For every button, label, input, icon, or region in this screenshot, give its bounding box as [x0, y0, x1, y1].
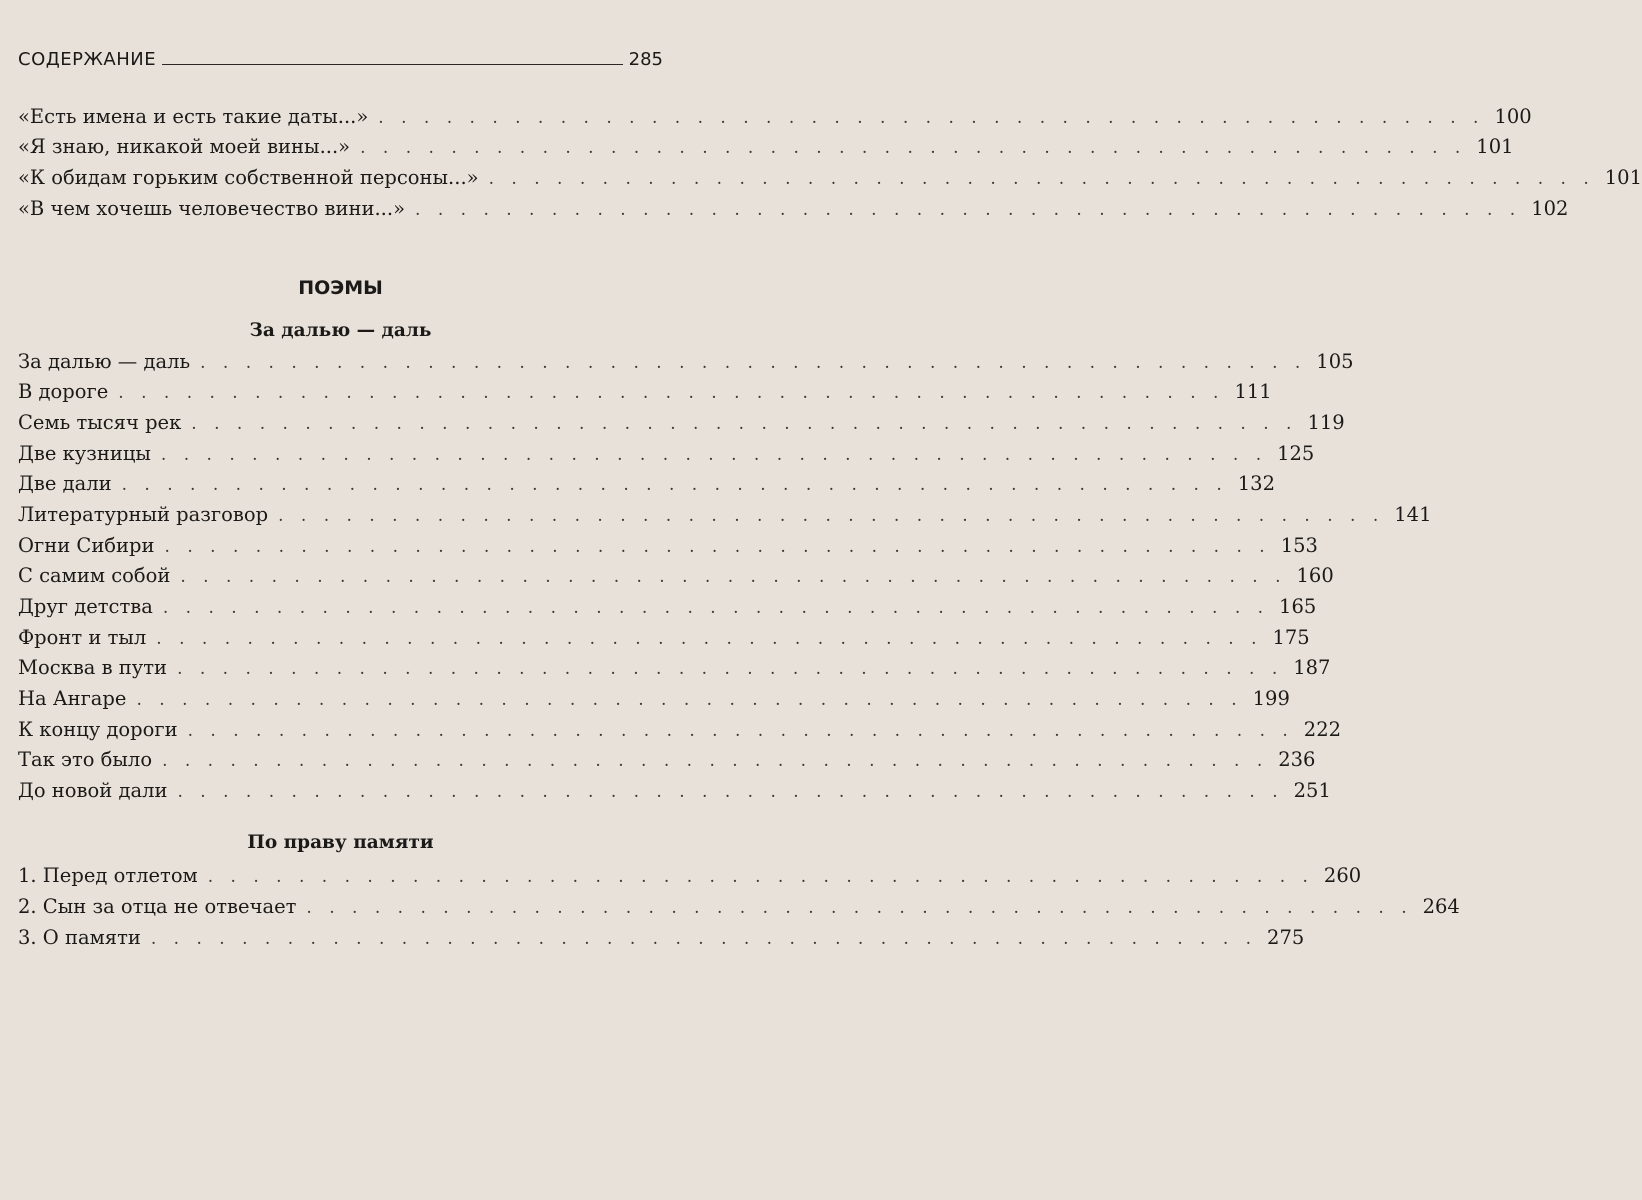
toc-entry-title: Фронт и тыл: [18, 626, 147, 649]
dot-leader: . . . . . . . . . . . . . . . . . . . . . . . . . . . . . . . . . . . . . . . . . . . . . . . . .: [164, 537, 1271, 557]
toc-page: [18, 0, 1642, 1200]
toc-entry-page: 187: [1293, 656, 1331, 679]
subsection-heading: За далью — даль: [249, 320, 432, 341]
dot-leader: . . . . . . . . . . . . . . . . . . . . . . . . . . . . . . . . . . . . . . . . . . . . . . . . .: [180, 567, 1287, 587]
toc-entry-title: «В чем хочешь человечество вини...»: [18, 197, 406, 220]
dot-leader: . . . . . . . . . . . . . . . . . . . . . . . . . . . . . . . . . . . . . . . . . . . . . . . . .: [306, 898, 1413, 918]
dot-leader: . . . . . . . . . . . . . . . . . . . . . . . . . . . . . . . . . . . . . . . . . . . . . . . . .: [150, 929, 1258, 949]
toc-entry-title: 2. Сын за отца не отвечает: [18, 895, 297, 918]
toc-entry[interactable]: [18, 103, 1532, 131]
dot-leader: . . . . . . . . . . . . . . . . . . . . . . . . . . . . . . . . . . . . . . . . . . . . . . . . .: [187, 721, 1294, 741]
toc-entry-page: 119: [1307, 411, 1345, 434]
dot-leader: . . . . . . . . . . . . . . . . . . . . . . . . . . . . . . . . . . . . . . . . . . . . . . . . .: [160, 445, 1268, 465]
toc-entry[interactable]: [18, 654, 1331, 682]
dot-leader: . . . . . . . . . . . . . . . . . . . . . . . . . . . . . . . . . . . . . . . . . . . . . . . . .: [200, 353, 1307, 373]
toc-entry-page: 100: [1494, 105, 1532, 128]
toc-entry-page: 105: [1316, 350, 1354, 373]
toc-entry-title: Две кузницы: [18, 442, 151, 465]
toc-entry[interactable]: [18, 501, 1432, 529]
subsection-heading: По праву памяти: [247, 832, 434, 853]
toc-entry-title: К концу дороги: [18, 718, 178, 741]
toc-entry-page: 175: [1272, 626, 1310, 649]
toc-entry-title: Москва в пути: [18, 656, 168, 679]
toc-entry-page: 275: [1267, 926, 1305, 949]
toc-entry-title: На Ангаре: [18, 687, 127, 710]
toc-entry-title: 3. О памяти: [18, 926, 141, 949]
toc-entry[interactable]: [18, 195, 1569, 223]
dot-leader: . . . . . . . . . . . . . . . . . . . . . . . . . . . . . . . . . . . . . . . . . . . . . . . . .: [162, 598, 1270, 618]
toc-entry[interactable]: [18, 532, 1318, 560]
dot-leader: . . . . . . . . . . . . . . . . . . . . . . . . . . . . . . . . . . . . . . . . . . . . . . . . .: [360, 138, 1467, 158]
header-title: СОДЕРЖАНИЕ: [18, 49, 157, 70]
toc-entry-title: До новой дали: [18, 779, 168, 802]
dot-leader: . . . . . . . . . . . . . . . . . . . . . . . . . . . . . . . . . . . . . . . . . . . . . . . . .: [207, 867, 1314, 887]
dot-leader: . . . . . . . . . . . . . . . . . . . . . . . . . . . . . . . . . . . . . . . . . . . . . . . . .: [156, 629, 1263, 649]
toc-entry-page: 102: [1531, 197, 1569, 220]
toc-entry-page: 264: [1422, 895, 1460, 918]
dot-leader: . . . . . . . . . . . . . . . . . . . . . . . . . . . . . . . . . . . . . . . . . . . . . . . . .: [191, 414, 1298, 434]
toc-entry-title: С самим собой: [18, 564, 171, 587]
toc-entry[interactable]: [18, 562, 1334, 590]
header-rule: [162, 64, 623, 65]
toc-entry-page: 153: [1280, 534, 1318, 557]
dot-leader: . . . . . . . . . . . . . . . . . . . . . . . . . . . . . . . . . . . . . . . . . . . . . . . . .: [177, 659, 1284, 679]
dot-leader: . . . . . . . . . . . . . . . . . . . . . . . . . . . . . . . . . . . . . . . . . . . . . . . . .: [162, 751, 1269, 771]
toc-entry-page: 199: [1252, 687, 1290, 710]
toc-entry[interactable]: [18, 624, 1310, 652]
toc-entry-page: 236: [1278, 748, 1316, 771]
toc-entry[interactable]: [18, 777, 1331, 805]
dot-leader: . . . . . . . . . . . . . . . . . . . . . . . . . . . . . . . . . . . . . . . . . . . . . . . . .: [278, 506, 1385, 526]
toc-entry-page: 222: [1303, 718, 1342, 741]
toc-entry-page: 141: [1394, 503, 1432, 526]
toc-entry[interactable]: [18, 409, 1345, 437]
toc-entry[interactable]: [18, 133, 1514, 161]
toc-entry[interactable]: [18, 440, 1315, 468]
toc-entry[interactable]: [18, 378, 1272, 406]
toc-entry-page: 160: [1296, 564, 1334, 587]
toc-entry-title: 1. Перед отлетом: [18, 864, 198, 887]
running-header: [18, 46, 663, 72]
toc-entry-title: Так это было: [18, 748, 153, 771]
toc-entry-page: 111: [1234, 380, 1272, 403]
toc-entry-page: 125: [1277, 442, 1315, 465]
toc-entry-title: «К обидам горьким собственной персоны...»: [18, 166, 479, 189]
header-page-number: 285: [628, 49, 663, 70]
toc-entry-page: 251: [1293, 779, 1331, 802]
toc-entry[interactable]: [18, 685, 1290, 713]
toc-entry-title: Огни Сибири: [18, 534, 155, 557]
toc-entry-page: 165: [1279, 595, 1317, 618]
dot-leader: . . . . . . . . . . . . . . . . . . . . . . . . . . . . . . . . . . . . . . . . . . . . . . . . .: [415, 200, 1522, 220]
toc-entry-title: За далью — даль: [18, 350, 191, 373]
toc-entry[interactable]: [18, 348, 1354, 376]
toc-entry-title: «Есть имена и есть такие даты...»: [18, 105, 369, 128]
toc-entry[interactable]: [18, 716, 1342, 744]
toc-entry-title: Литературный разговор: [18, 503, 269, 526]
toc-entry[interactable]: [18, 893, 1460, 921]
toc-entry-page: 132: [1237, 472, 1275, 495]
toc-entry-page: 101: [1604, 166, 1642, 189]
dot-leader: . . . . . . . . . . . . . . . . . . . . . . . . . . . . . . . . . . . . . . . . . . . . . . . . .: [118, 383, 1225, 403]
toc-entry[interactable]: [18, 164, 1642, 192]
toc-entry[interactable]: [18, 593, 1317, 621]
dot-leader: . . . . . . . . . . . . . . . . . . . . . . . . . . . . . . . . . . . . . . . . . . . . . . . . .: [177, 782, 1284, 802]
dot-leader: . . . . . . . . . . . . . . . . . . . . . . . . . . . . . . . . . . . . . . . . . . . . . . . . .: [136, 690, 1243, 710]
dot-leader: . . . . . . . . . . . . . . . . . . . . . . . . . . . . . . . . . . . . . . . . . . . . . . . . .: [488, 169, 1595, 189]
toc-entry[interactable]: [18, 470, 1275, 498]
section-heading: ПОЭМЫ: [298, 277, 383, 299]
toc-entry-page: 260: [1323, 864, 1362, 887]
toc-entry-title: «Я знаю, никакой моей вины...»: [18, 135, 351, 158]
toc-entry-page: 101: [1476, 135, 1514, 158]
toc-entry[interactable]: [18, 924, 1305, 952]
toc-entry[interactable]: [18, 862, 1362, 890]
toc-entry-title: Семь тысяч рек: [18, 411, 182, 434]
toc-entry-title: В дороге: [18, 380, 109, 403]
dot-leader: . . . . . . . . . . . . . . . . . . . . . . . . . . . . . . . . . . . . . . . . . . . . . . . . .: [121, 475, 1228, 495]
toc-entry-title: Две дали: [18, 472, 112, 495]
dot-leader: . . . . . . . . . . . . . . . . . . . . . . . . . . . . . . . . . . . . . . . . . . . . . . . . .: [378, 108, 1485, 128]
toc-entry[interactable]: [18, 746, 1316, 774]
toc-entry-title: Друг детства: [18, 595, 153, 618]
